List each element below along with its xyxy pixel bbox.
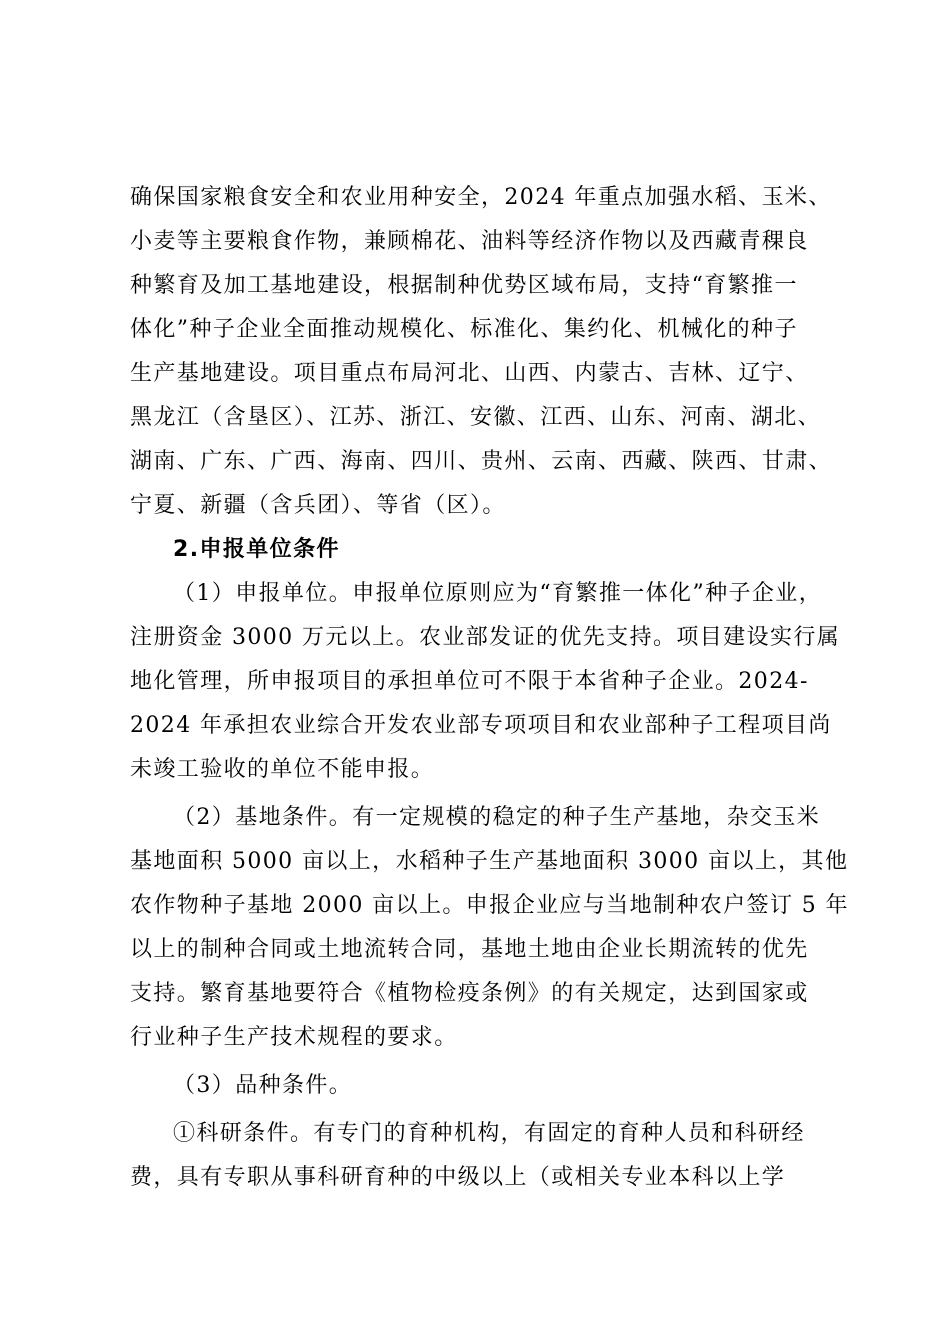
section-heading: 2.申报单位条件 [173, 537, 340, 562]
item2-line: 行业种子生产技术规程的要求。 [130, 1025, 458, 1050]
item2-line: 以上的制种合同或土地流转合同，基地土地由企业长期流转的优先 [130, 937, 809, 962]
paragraph-line: 确保国家粮食安全和农业用种安全，2024 年重点加强水稻、玉米、 [130, 185, 832, 210]
subitem1-line: ①科研条件。有专门的育种机构，有固定的育种人员和科研经 [173, 1121, 805, 1146]
paragraph-line: 宁夏、新疆（含兵团）、等省（区）。 [130, 493, 506, 518]
paragraph-line: 小麦等主要粮食作物，兼顾棉花、油料等经济作物以及西藏青稞良 [130, 229, 809, 254]
paragraph-line: 湖南、广东、广西、海南、四川、贵州、云南、西藏、陕西、甘肃、 [130, 449, 833, 474]
paragraph-line: 生产基地建设。项目重点布局河北、山西、内蒙古、吉林、辽宁、 [130, 361, 809, 386]
item1-line: 注册资金 3000 万元以上。农业部发证的优先支持。项目建设实行属 [130, 625, 841, 650]
item1-line: 地化管理，所申报项目的承担单位可不限于本省种子企业。2024- [130, 669, 809, 694]
paragraph-line: 种繁育及加工基地建设，根据制种优势区域布局，支持“育繁推一 [130, 273, 798, 298]
item2-line: （2）基地条件。有一定规模的稳定的种子生产基地，杂交玉米 [173, 805, 821, 830]
item2-line: 农作物种子基地 2000 亩以上。申报企业应与当地制种农户签订 5 年 [130, 893, 849, 918]
item3-line: （3）品种条件。 [173, 1073, 353, 1098]
item2-line: 支持。繁育基地要符合《植物检疫条例》的有关规定，达到国家或 [130, 981, 809, 1006]
item1-line: 未竣工验收的单位不能申报。 [130, 757, 435, 782]
item1-line: 2024 年承担农业综合开发农业部专项项目和农业部种子工程项目尚 [130, 713, 832, 738]
paragraph-line: 体化”种子企业全面推动规模化、标准化、集约化、机械化的种子 [130, 317, 798, 342]
item1-line: （1）申报单位。申报单位原则应为“育繁推一体化”种子企业， [173, 581, 823, 606]
paragraph-line: 黑龙江（含垦区）、江苏、浙江、安徽、江西、山东、河南、湖北、 [130, 405, 822, 430]
subitem1-line: 费，具有专职从事科研育种的中级以上（或相关专业本科以上学 [130, 1165, 786, 1190]
item2-line: 基地面积 5000 亩以上，水稻种子生产基地面积 3000 亩以上，其他 [130, 849, 849, 874]
